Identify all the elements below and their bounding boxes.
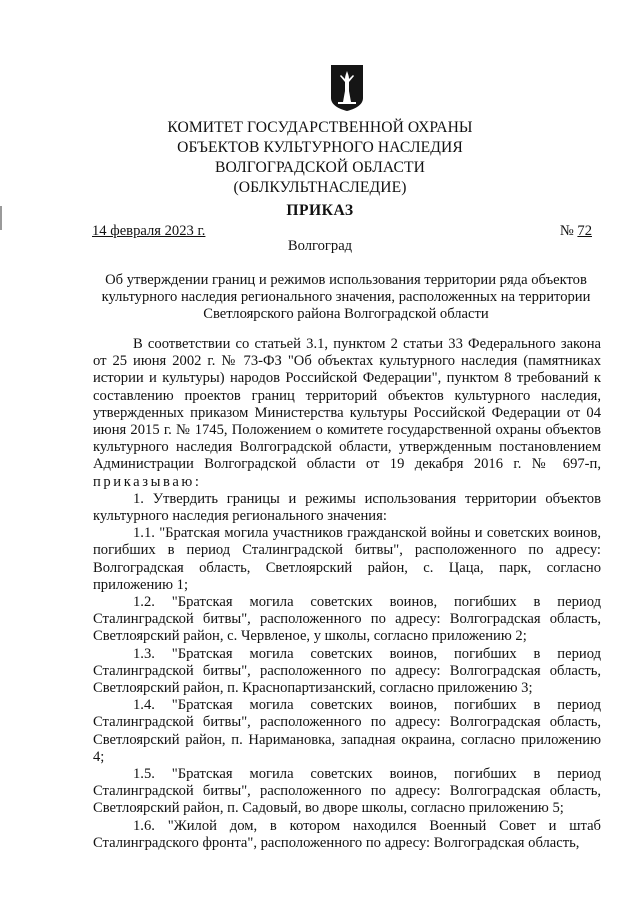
header-line: (ОБЛКУЛЬТНАСЛЕДИЕ) [233,179,407,196]
item-paragraph: 1.1. "Братская могила участников гражданской войны и советских воинов, погибших в период Сталинградской битвы", расположенного по адресу: Волгоградская область, Светлоярский район, с. Цаца, парк, согласно приложению 1; [93,525,601,593]
item-paragraph: 1.6. "Жилой дом, в котором находился Военный Совет и штаб Сталинградского фронта", расположенного по адресу: Волгоградская область, [93,817,601,851]
item-paragraph: 1.4. "Братская могила советских воинов, погибших в период Сталинградской битвы", расположенного по адресу: Волгоградская область, Светлоярский район, п. Наримановка, западная окраина, согласно приложению 4; [93,697,601,765]
preamble-paragraph [93,336,601,491]
document-body [93,336,601,852]
number-prefix: № [559,223,574,239]
header-line: КОМИТЕТ ГОСУДАРСТВЕННОЙ ОХРАНЫ [167,119,473,136]
document-subject [86,272,606,323]
preamble-text: В соответствии со статьей 3.1, пунктом 2 статьи 33 Федерального закона от 25 июня 2002 г. № 73-ФЗ "Об объектах культурного наследия (памятниках истории и культуры) народов Российской Федерации", пунктом 8 требований к составлению проектов границ территорий объектов культурного наследия, утвержденных приказом Министерства культуры Российской Федерации от 04 июня 2015 г. № 1745, Положением о комитете государственной охраны объектов культурного наследия Волгоградской области, утвержденным постановлением Администрации Волгоградской области от 19 декабря 2016 г. № 697-п, [93,336,601,473]
item-paragraph: 1.2. "Братская могила советских воинов, погибших в период Сталинградской битвы", расположенного по адресу: Волгоградская область, Светлоярский район, с. Червленое, у школы, согласно приложению 2; [93,594,601,645]
subject-line: Светлоярского района Волгоградской области [203,306,489,322]
number-value: 72 [577,223,592,239]
item-paragraph: 1. Утвердить границы и режимы использования территории объектов культурного наследия регионального значения: [93,490,601,525]
document-city: Волгоград [287,238,353,254]
decree-word: приказываю: [93,473,202,490]
item-paragraph: 1.5. "Братская могила советских воинов, погибших в период Сталинградской битвы", расположенного по адресу: Волгоградская область, Светлоярский район, п. Садовый, во дворе школы, согласно приложению 5; [93,766,601,817]
volgograd-emblem-icon [330,64,364,112]
document-date: 14 февраля 2023 г. [92,223,206,239]
subject-line: культурного наследия регионального значения, расположенных на территории [101,289,591,305]
subject-line: Об утверждении границ и режимов использования территории ряда объектов [105,272,587,288]
organization-header [0,118,640,198]
header-line: ВОЛГОГРАДСКОЙ ОБЛАСТИ [215,159,425,176]
item-paragraph: 1.3. "Братская могила советских воинов, погибших в период Сталинградской битвы", расположенного по адресу: Волгоградская область, Светлоярский район, п. Краснопартизанский, согласно приложению 3; [93,645,601,697]
document-title: ПРИКАЗ [286,202,354,219]
header-line: ОБЪЕКТОВ КУЛЬТУРНОГО НАСЛЕДИЯ [177,139,463,156]
